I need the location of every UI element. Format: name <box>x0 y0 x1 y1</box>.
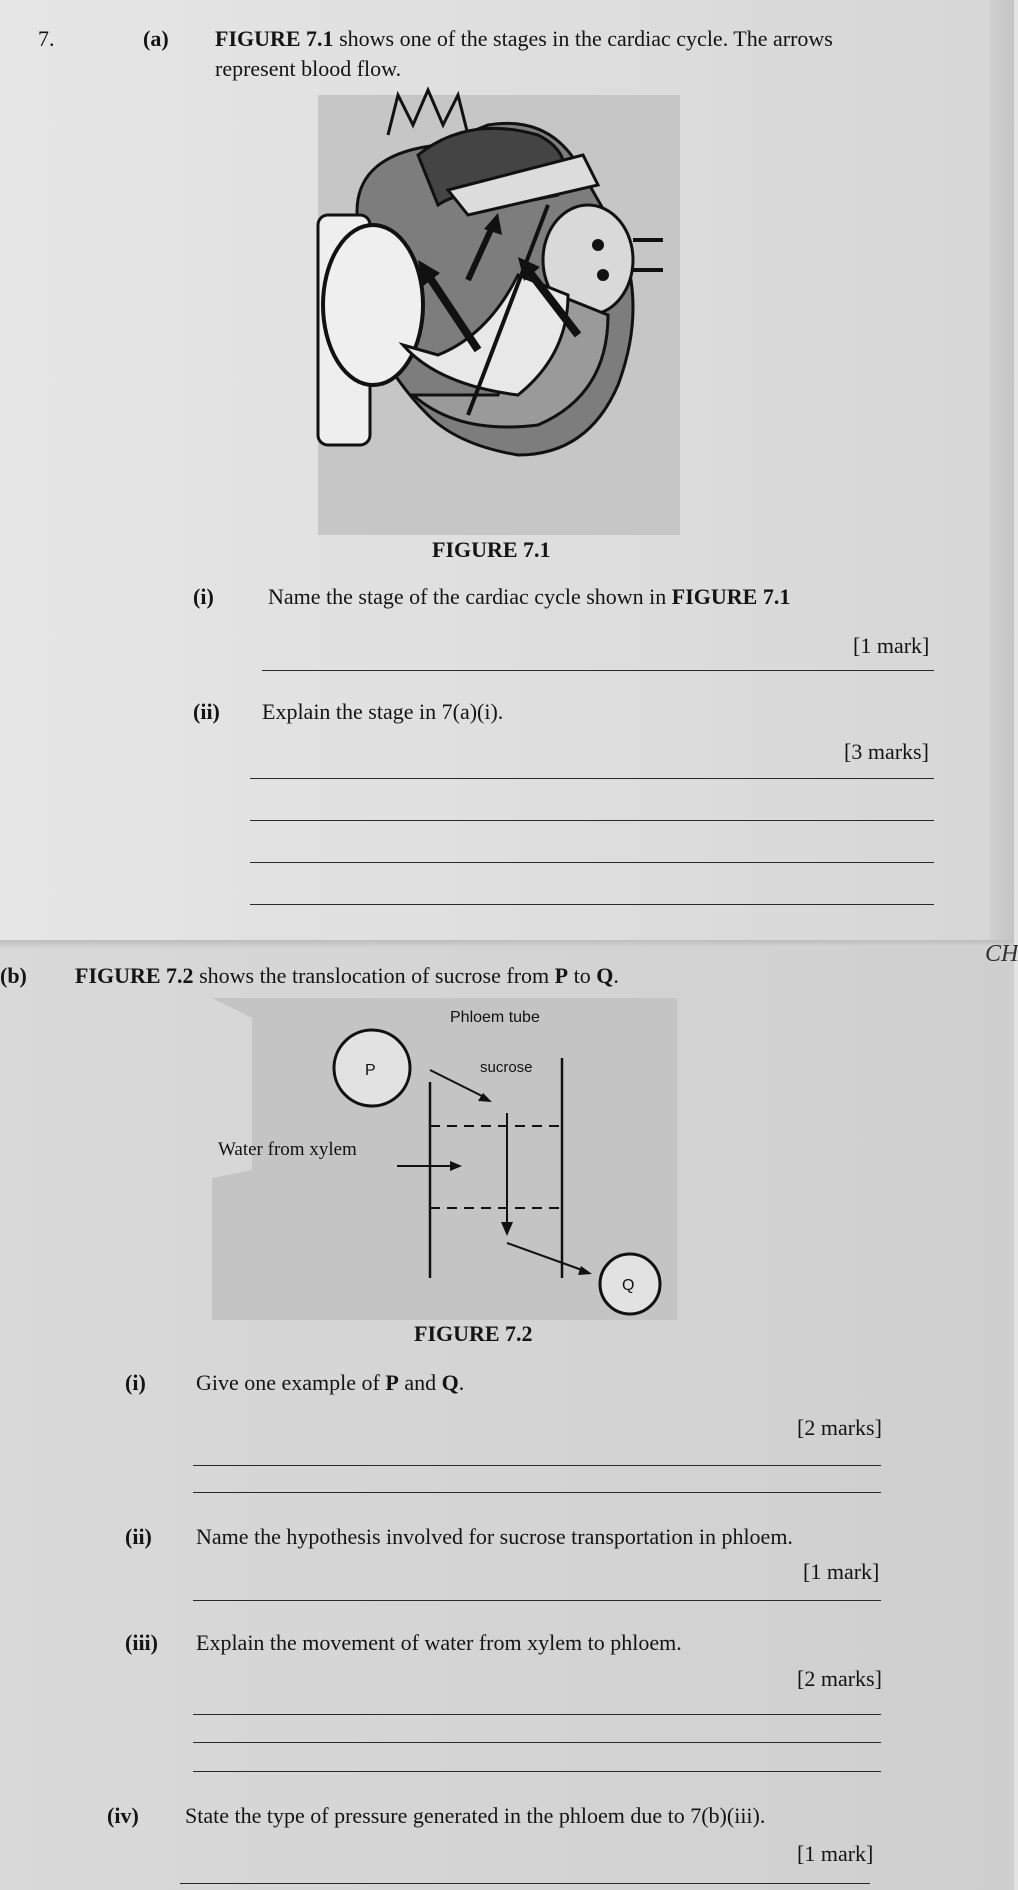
label-water-from-xylem: Water from xylem <box>218 1139 357 1160</box>
part-b-intro-to: to <box>568 963 597 988</box>
a-i-label: (i) <box>193 584 214 609</box>
part-a-label: (a) <box>143 26 169 51</box>
label-p: P <box>365 1062 376 1079</box>
part-b-label: (b) <box>0 963 27 988</box>
part-a-intro-text: shows one of the stages in the cardiac cycle. The arrows <box>333 26 833 51</box>
b-i-q: Q <box>441 1370 459 1395</box>
right-atrium <box>323 225 423 385</box>
a-i-answer-line[interactable] <box>262 670 934 671</box>
b-i-answer-line-1[interactable] <box>193 1465 881 1466</box>
phloem-tube-title: Phloem tube <box>450 1009 540 1026</box>
b-iv-answer-line[interactable] <box>180 1883 870 1884</box>
b-ii-marks: [1 mark] <box>803 1559 880 1584</box>
pulmonary-vein-opening-2 <box>597 269 609 281</box>
a-i-figure-ref: FIGURE 7.1 <box>671 584 791 609</box>
b-iii-answer-line-3[interactable] <box>193 1771 881 1772</box>
pulmonary-vein-opening-1 <box>592 239 604 251</box>
b-ii-label: (ii) <box>125 1524 152 1549</box>
question-number: 7. <box>38 26 55 51</box>
a-i-question <box>268 584 790 610</box>
b-i-and: and <box>398 1370 442 1395</box>
a-ii-question: Explain the stage in 7(a)(i). <box>262 699 504 724</box>
b-iii-answer-line-2[interactable] <box>193 1742 881 1743</box>
part-b-intro-end: . <box>613 963 619 988</box>
b-i-end: . <box>458 1370 465 1395</box>
b-i-question <box>196 1370 464 1396</box>
page-fold <box>0 940 1014 948</box>
part-b-intro-q: Q <box>596 963 614 988</box>
margin-note: CH <box>985 941 1018 967</box>
b-ii-answer-line[interactable] <box>193 1600 881 1601</box>
b-i-question-text: Give one example of <box>196 1370 386 1395</box>
a-ii-answer-line-2[interactable] <box>250 820 934 821</box>
b-i-answer-line-2[interactable] <box>193 1492 881 1493</box>
figure-7-1-heart-diagram <box>318 95 680 535</box>
a-ii-answer-line-1[interactable] <box>250 778 934 779</box>
part-b-intro-p: P <box>554 963 569 988</box>
b-iii-label: (iii) <box>125 1630 158 1655</box>
part-b-intro-text: shows the translocation of sucrose from <box>193 963 555 988</box>
b-ii-question: Name the hypothesis involved for sucrose transportation in phloem. <box>196 1524 793 1549</box>
a-ii-label: (ii) <box>193 699 220 724</box>
part-a-intro <box>215 26 833 52</box>
part-a-intro-figure-ref: FIGURE 7.1 <box>215 26 334 51</box>
b-iv-question: State the type of pressure generated in the phloem due to 7(b)(iii). <box>185 1803 766 1828</box>
figure-7-1-caption: FIGURE 7.1 <box>432 537 551 562</box>
b-iv-marks: [1 mark] <box>797 1841 874 1866</box>
a-ii-marks: [3 marks] <box>844 739 929 764</box>
part-b-intro-figure-ref: FIGURE 7.2 <box>75 963 194 988</box>
b-iii-question: Explain the movement of water from xylem to phloem. <box>196 1630 682 1655</box>
label-sucrose: sucrose <box>480 1059 533 1076</box>
label-q: Q <box>622 1277 635 1294</box>
b-i-p: P <box>385 1370 399 1395</box>
page-edge <box>990 0 1014 940</box>
b-iii-marks: [2 marks] <box>797 1666 882 1691</box>
b-i-label: (i) <box>125 1370 146 1395</box>
b-i-marks: [2 marks] <box>797 1415 882 1440</box>
figure-7-2-phloem-diagram <box>212 998 677 1320</box>
b-iv-label: (iv) <box>107 1803 139 1828</box>
b-iii-answer-line-1[interactable] <box>193 1714 881 1715</box>
part-a-intro-line2: represent blood flow. <box>215 56 402 81</box>
a-i-question-text: Name the stage of the cardiac cycle shown in <box>268 584 672 609</box>
a-ii-answer-line-3[interactable] <box>250 862 934 863</box>
figure-7-2-caption: FIGURE 7.2 <box>414 1321 533 1346</box>
part-b-intro <box>75 963 619 989</box>
a-i-marks: [1 mark] <box>853 633 930 658</box>
a-ii-answer-line-4[interactable] <box>250 904 934 905</box>
